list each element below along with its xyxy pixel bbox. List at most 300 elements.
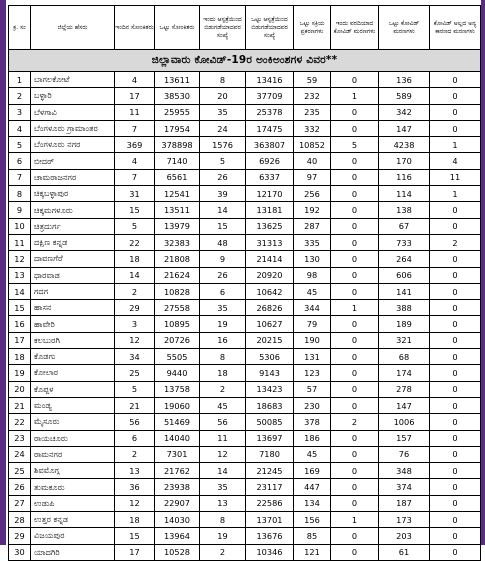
table-row (9, 137, 481, 153)
table-cell: 8 (9, 186, 31, 202)
table-cell: 0 (430, 430, 481, 446)
table-cell: 57 (294, 381, 331, 397)
table-cell: 22 (9, 414, 31, 430)
table-cell: 13979 (155, 218, 200, 234)
table-cell: 24 (9, 446, 31, 462)
table-cell: 192 (294, 202, 331, 218)
table-cell: 14040 (155, 430, 200, 446)
right-border-bar (481, 0, 485, 545)
column-header: ಕೋವಿಡ್ ಅಲ್ಲದ ಅನ್ಯ ಕಾರಣದ ಮರಣಗಳು (430, 6, 481, 50)
table-cell: 378898 (155, 137, 200, 153)
table-cell: 278 (379, 381, 430, 397)
district-name-cell: ಕೊಪ್ಪಳ (31, 381, 115, 397)
table-cell: 11 (9, 234, 31, 250)
table-cell: 141 (379, 283, 430, 299)
table-cell: 20215 (246, 332, 294, 348)
table-cell: 14 (9, 283, 31, 299)
table-row (9, 446, 481, 462)
table-cell: 26826 (246, 300, 294, 316)
table-cell: 45 (294, 446, 331, 462)
table-cell: 32383 (155, 234, 200, 250)
table-cell: 6 (115, 430, 155, 446)
table-cell: 79 (294, 316, 331, 332)
table-cell: 0 (430, 528, 481, 544)
table-cell: 0 (430, 88, 481, 104)
table-cell: 13701 (246, 512, 294, 528)
table-cell: 19 (200, 316, 246, 332)
table-cell: 13416 (246, 72, 294, 88)
table-cell: 0 (430, 72, 481, 88)
table-cell: 17 (115, 88, 155, 104)
table-cell: 9 (9, 202, 31, 218)
table-cell: 0 (430, 283, 481, 299)
table-cell: 369 (115, 137, 155, 153)
column-header: ಒಟ್ಟು ಸಕ್ರಿಯ ಪ್ರಕರಣಗಳು (294, 6, 331, 50)
table-cell: 45 (200, 397, 246, 413)
table-cell: 8 (200, 349, 246, 365)
district-name-cell: ಚಿಕ್ಕಬಳ್ಳಾಪುರ (31, 186, 115, 202)
table-cell: 38530 (155, 88, 200, 104)
table-cell: 23 (9, 430, 31, 446)
table-cell: 1576 (200, 137, 246, 153)
district-name-cell: ದಾವಣಗೆರೆ (31, 251, 115, 267)
district-name-cell: ಬೆಳಗಾವಿ (31, 104, 115, 120)
table-cell: 0 (331, 120, 379, 136)
table-cell: 16 (200, 332, 246, 348)
table-cell: 0 (331, 528, 379, 544)
table-cell: 10828 (155, 283, 200, 299)
table-cell: 19 (200, 528, 246, 544)
table-cell: 15 (115, 202, 155, 218)
table-cell: 14030 (155, 512, 200, 528)
table-cell: 5 (115, 218, 155, 234)
table-cell: 25 (115, 365, 155, 381)
table-row (9, 544, 481, 560)
table-row (9, 72, 481, 88)
table-cell: 18 (9, 349, 31, 365)
table-cell: 0 (331, 234, 379, 250)
table-row (9, 283, 481, 299)
table-cell: 19060 (155, 397, 200, 413)
table-cell: 0 (331, 446, 379, 462)
table-cell: 18 (200, 365, 246, 381)
table-cell: 1 (430, 186, 481, 202)
table-cell: 9 (200, 251, 246, 267)
table-cell: 321 (379, 332, 430, 348)
table-cell: 8 (200, 72, 246, 88)
district-name-cell: ಶಿವಮೊಗ್ಗ (31, 463, 115, 479)
table-row (9, 349, 481, 365)
table-row (9, 316, 481, 332)
table-cell: 56 (200, 414, 246, 430)
district-name-cell: ಬಳ್ಳಾರಿ (31, 88, 115, 104)
table-cell: 5505 (155, 349, 200, 365)
table-cell: 157 (379, 430, 430, 446)
table-cell: 344 (294, 300, 331, 316)
table-row (9, 234, 481, 250)
table-cell: 2 (9, 88, 31, 104)
table-cell: 21762 (155, 463, 200, 479)
table-cell: 0 (430, 104, 481, 120)
table-cell: 17954 (155, 120, 200, 136)
table-cell: 12541 (155, 186, 200, 202)
district-name-cell: ಮಂಡ್ಯ (31, 397, 115, 413)
table-cell: 173 (379, 512, 430, 528)
table-cell: 27 (9, 495, 31, 511)
table-cell: 203 (379, 528, 430, 544)
table-cell: 4238 (379, 137, 430, 153)
table-cell: 0 (430, 512, 481, 528)
table-cell: 342 (379, 104, 430, 120)
table-cell: 40 (294, 153, 331, 169)
table-cell: 18683 (246, 397, 294, 413)
district-name-cell: ರಾಯಚೂರು (31, 430, 115, 446)
table-cell: 114 (379, 186, 430, 202)
table-cell: 12 (115, 332, 155, 348)
table-row (9, 495, 481, 511)
table-cell: 22907 (155, 495, 200, 511)
table-cell: 17 (115, 544, 155, 560)
table-cell: 0 (430, 251, 481, 267)
table-cell: 15 (115, 528, 155, 544)
table-row (9, 120, 481, 136)
table-cell: 0 (331, 267, 379, 283)
table-cell: 9440 (155, 365, 200, 381)
table-cell: 190 (294, 332, 331, 348)
table-cell: 1 (9, 72, 31, 88)
table-cell: 6561 (155, 169, 200, 185)
table-cell: 2 (200, 544, 246, 560)
table-cell: 16 (9, 316, 31, 332)
table-cell: 0 (430, 202, 481, 218)
district-name-cell: ಚಿಕ್ಕಮಗಳೂರು (31, 202, 115, 218)
table-cell: 7301 (155, 446, 200, 462)
table-row (9, 300, 481, 316)
column-header: ಇಂದಿನ ಸೋಂಕಿತರು (115, 6, 155, 50)
table-cell: 10528 (155, 544, 200, 560)
table-cell: 21245 (246, 463, 294, 479)
table-cell: 4 (115, 153, 155, 169)
table-cell: 98 (294, 267, 331, 283)
table-cell: 61 (379, 544, 430, 560)
left-border-bar (0, 0, 6, 545)
table-cell: 2 (200, 381, 246, 397)
table-cell: 76 (379, 446, 430, 462)
table-cell: 0 (331, 495, 379, 511)
table-cell: 0 (331, 202, 379, 218)
table-cell: 10 (9, 218, 31, 234)
table-cell: 235 (294, 104, 331, 120)
table-cell: 14 (115, 267, 155, 283)
table-cell: 17 (9, 332, 31, 348)
table-body (9, 72, 481, 561)
table-cell: 0 (331, 332, 379, 348)
table-row (9, 186, 481, 202)
table-cell: 0 (331, 430, 379, 446)
table-cell: 23117 (246, 479, 294, 495)
district-name-cell: ಬೆಂಗಳೂರು ನಗರ (31, 137, 115, 153)
table-cell: 130 (294, 251, 331, 267)
table-cell: 131 (294, 349, 331, 365)
table-cell: 10852 (294, 137, 331, 153)
table-cell: 18 (115, 512, 155, 528)
table-cell: 35 (200, 479, 246, 495)
table-cell: 134 (294, 495, 331, 511)
table-cell: 29 (9, 528, 31, 544)
table-cell: 13625 (246, 218, 294, 234)
table-cell: 0 (430, 446, 481, 462)
table-cell: 3 (115, 316, 155, 332)
table-row (9, 251, 481, 267)
table-cell: 187 (379, 495, 430, 511)
table-cell: 0 (331, 104, 379, 120)
table-cell: 10642 (246, 283, 294, 299)
district-name-cell: ವಿಜಯಪುರ (31, 528, 115, 544)
table-cell: 0 (331, 397, 379, 413)
table-row (9, 528, 481, 544)
table-row (9, 479, 481, 495)
district-name-cell: ಬಾಗಲಕೋಟೆ (31, 72, 115, 88)
table-cell: 50085 (246, 414, 294, 430)
table-cell: 0 (331, 479, 379, 495)
table-cell: 1 (430, 137, 481, 153)
table-cell: 13 (9, 267, 31, 283)
table-cell: 0 (331, 544, 379, 560)
table-cell: 19 (9, 365, 31, 381)
table-cell: 9143 (246, 365, 294, 381)
table-row (9, 218, 481, 234)
table-cell: 13964 (155, 528, 200, 544)
district-name-cell: ಕಲಬುರಗಿ (31, 332, 115, 348)
table-cell: 0 (331, 218, 379, 234)
table-cell: 25 (9, 463, 31, 479)
table-cell: 35 (200, 104, 246, 120)
table-cell: 13676 (246, 528, 294, 544)
table-cell: 27558 (155, 300, 200, 316)
table-row (9, 463, 481, 479)
table-cell: 0 (430, 267, 481, 283)
table-row (9, 365, 481, 381)
table-cell: 13181 (246, 202, 294, 218)
table-cell: 13 (115, 463, 155, 479)
table-cell: 388 (379, 300, 430, 316)
table-cell: 10627 (246, 316, 294, 332)
table-cell: 123 (294, 365, 331, 381)
table-cell: 13511 (155, 202, 200, 218)
district-name-cell: ಮೈಸೂರು (31, 414, 115, 430)
table-cell: 256 (294, 186, 331, 202)
table-cell: 13697 (246, 430, 294, 446)
district-name-cell: ಹಾವೇರಿ (31, 316, 115, 332)
table-cell: 13611 (155, 72, 200, 88)
table-cell: 733 (379, 234, 430, 250)
column-header: ಜಿಲ್ಲೆಯ ಹೆಸರು (31, 6, 115, 50)
table-cell: 348 (379, 463, 430, 479)
table-cell: 20920 (246, 267, 294, 283)
table-cell: 0 (331, 72, 379, 88)
table-cell: 116 (379, 169, 430, 185)
table-cell: 4 (430, 153, 481, 169)
table-cell: 147 (379, 397, 430, 413)
table-cell: 0 (331, 316, 379, 332)
table-title: ಜಿಲ್ಲಾವಾರು ಕೋವಿಡ್-19ರ ಅಂಕಿಅಂಶಗಳ ವಿವರ** (9, 50, 481, 72)
district-name-cell: ಹಾಸನ (31, 300, 115, 316)
table-cell: 10895 (155, 316, 200, 332)
table-row (9, 202, 481, 218)
table-cell: 51469 (155, 414, 200, 430)
table-cell: 25955 (155, 104, 200, 120)
table-cell: 56 (115, 414, 155, 430)
table-cell: 0 (430, 495, 481, 511)
table-cell: 31313 (246, 234, 294, 250)
table-cell: 287 (294, 218, 331, 234)
table-cell: 7 (115, 169, 155, 185)
table-cell: 1 (331, 300, 379, 316)
table-cell: 0 (331, 153, 379, 169)
table-cell: 0 (331, 463, 379, 479)
table-cell: 0 (331, 381, 379, 397)
table-cell: 34 (115, 349, 155, 365)
table-cell: 0 (430, 397, 481, 413)
table-cell: 17475 (246, 120, 294, 136)
district-name-cell: ಚಾಮರಾಜನಗರ (31, 169, 115, 185)
district-name-cell: ಉತ್ತರ ಕನ್ನಡ (31, 512, 115, 528)
table-row (9, 397, 481, 413)
table-row (9, 153, 481, 169)
table-row (9, 88, 481, 104)
district-name-cell: ಧಾರವಾಡ (31, 267, 115, 283)
table-cell: 26 (9, 479, 31, 495)
table-cell: 264 (379, 251, 430, 267)
table-cell: 5 (331, 137, 379, 153)
table-cell: 121 (294, 544, 331, 560)
table-cell: 7140 (155, 153, 200, 169)
table-cell: 232 (294, 88, 331, 104)
district-name-cell: ಉಡುಪಿ (31, 495, 115, 511)
covid-district-table (8, 5, 481, 561)
district-name-cell: ದಕ್ಷಿಣ ಕನ್ನಡ (31, 234, 115, 250)
table-cell: 37709 (246, 88, 294, 104)
table-row (9, 267, 481, 283)
district-name-cell: ಬೀದರ್ (31, 153, 115, 169)
table-cell: 147 (379, 120, 430, 136)
table-cell: 6 (200, 283, 246, 299)
table-cell: 22586 (246, 495, 294, 511)
district-name-cell: ಕೋಲಾರ (31, 365, 115, 381)
table-cell: 606 (379, 267, 430, 283)
table-cell: 5306 (246, 349, 294, 365)
column-header: ಒಟ್ಟು ಸೋಂಕಿತರು (155, 6, 200, 50)
table-cell: 5 (9, 137, 31, 153)
table-cell: 332 (294, 120, 331, 136)
table-cell: 14 (200, 202, 246, 218)
table-cell: 335 (294, 234, 331, 250)
table-row (9, 414, 481, 430)
column-header: ಒಟ್ಟು ಕೋವಿಡ್ ಮರಣಗಳು (379, 6, 430, 50)
table-cell: 0 (430, 218, 481, 234)
table-cell: 0 (430, 463, 481, 479)
table-cell: 186 (294, 430, 331, 446)
table-cell: 59 (294, 72, 331, 88)
table-cell: 8 (200, 512, 246, 528)
table-cell: 0 (331, 349, 379, 365)
district-name-cell: ಗದಗ (31, 283, 115, 299)
table-cell: 31 (115, 186, 155, 202)
table-cell: 11 (430, 169, 481, 185)
table-cell: 7 (9, 169, 31, 185)
table-row (9, 332, 481, 348)
table-cell: 230 (294, 397, 331, 413)
table-cell: 12 (9, 251, 31, 267)
table-cell: 0 (331, 283, 379, 299)
table-row (9, 104, 481, 120)
table-cell: 0 (430, 365, 481, 381)
district-name-cell: ಕೊಡಗು (31, 349, 115, 365)
district-name-cell: ರಾಮನಗರ (31, 446, 115, 462)
table-cell: 30 (9, 544, 31, 560)
table-cell: 589 (379, 88, 430, 104)
district-name-cell: ಚಿತ್ರದುರ್ಗ (31, 218, 115, 234)
table-cell: 10346 (246, 544, 294, 560)
table-cell: 2 (115, 283, 155, 299)
table-cell: 21 (115, 397, 155, 413)
table-cell: 0 (430, 332, 481, 348)
table-cell: 25378 (246, 104, 294, 120)
table-cell: 138 (379, 202, 430, 218)
table-cell: 0 (331, 365, 379, 381)
table-cell: 15 (9, 300, 31, 316)
table-cell: 4 (115, 72, 155, 88)
table-cell: 0 (430, 120, 481, 136)
table-cell: 363807 (246, 137, 294, 153)
table-cell: 97 (294, 169, 331, 185)
table-cell: 20726 (155, 332, 200, 348)
table-row (9, 430, 481, 446)
column-header: ಕ್ರ. ಸಂ (9, 6, 31, 50)
table-cell: 0 (331, 186, 379, 202)
table-cell: 28 (9, 512, 31, 528)
table-cell: 3 (9, 104, 31, 120)
table-cell: 85 (294, 528, 331, 544)
district-name-cell: ಬೆಂಗಳೂರು ಗ್ರಾಮಾಂತರ (31, 120, 115, 136)
table-cell: 14 (200, 463, 246, 479)
table-row (9, 512, 481, 528)
table-cell: 21414 (246, 251, 294, 267)
table-cell: 174 (379, 365, 430, 381)
table-cell: 169 (294, 463, 331, 479)
table-cell: 21808 (155, 251, 200, 267)
table-cell: 0 (430, 381, 481, 397)
table-cell: 0 (430, 316, 481, 332)
district-name-cell: ತುಮಕೂರು (31, 479, 115, 495)
table-cell: 378 (294, 414, 331, 430)
table-cell: 13423 (246, 381, 294, 397)
table-cell: 0 (430, 544, 481, 560)
table-cell: 1006 (379, 414, 430, 430)
column-header: ಇಂದು ವರದಿಯಾದ ಕೋವಿಡ್ ಮರಣಗಳು (331, 6, 379, 50)
table-cell: 1 (331, 88, 379, 104)
table-cell: 24 (200, 120, 246, 136)
table-cell: 6 (9, 153, 31, 169)
table-cell: 26 (200, 267, 246, 283)
table-cell: 0 (430, 300, 481, 316)
table-cell: 26 (200, 169, 246, 185)
covid-district-table-container (8, 5, 480, 561)
table-cell: 68 (379, 349, 430, 365)
table-cell: 21 (9, 397, 31, 413)
table-cell: 7 (115, 120, 155, 136)
table-cell: 67 (379, 218, 430, 234)
